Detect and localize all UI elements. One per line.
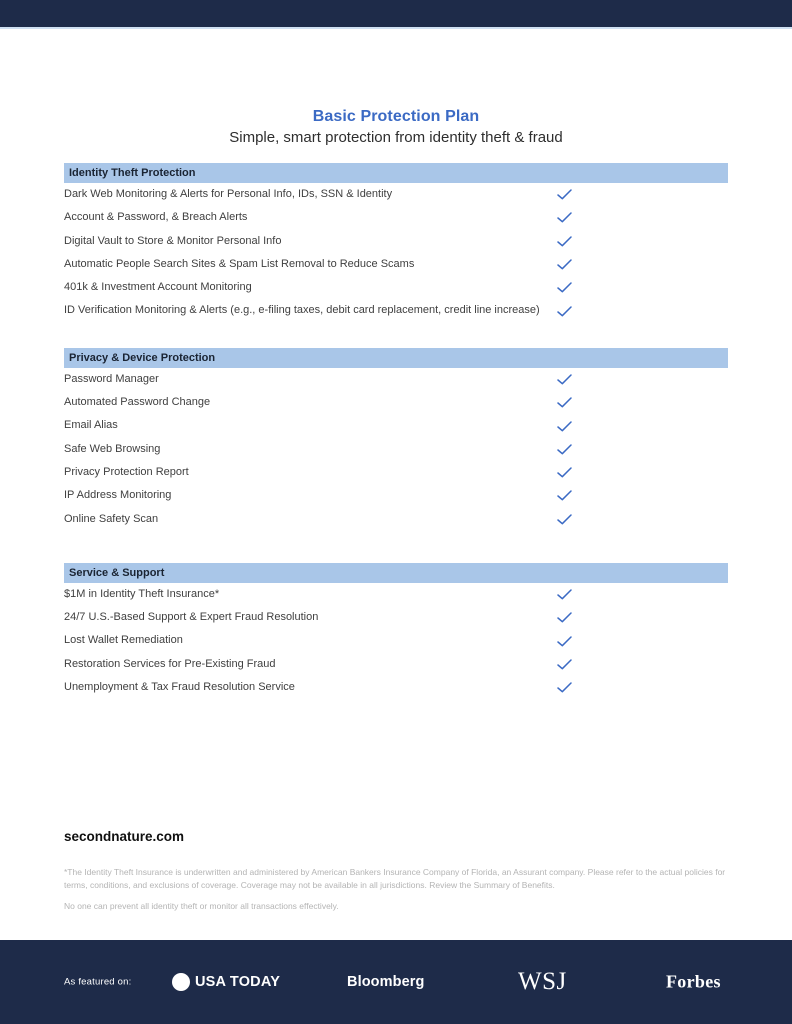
section-rows bbox=[64, 583, 728, 699]
check-icon bbox=[554, 230, 574, 253]
usatoday-circle-icon bbox=[172, 973, 190, 991]
feature-row bbox=[64, 253, 728, 276]
feature-row bbox=[64, 583, 728, 606]
prevention-disclaimer: No one can prevent all identity theft or monitor all transactions effectively. bbox=[64, 901, 339, 912]
check-icon bbox=[554, 368, 574, 391]
feature-row bbox=[64, 230, 728, 253]
check-icon bbox=[554, 676, 574, 699]
feature-label: IP Address Monitoring bbox=[64, 489, 172, 502]
feature-row bbox=[64, 508, 728, 531]
feature-row bbox=[64, 368, 728, 391]
feature-label: Unemployment & Tax Fraud Resolution Service bbox=[64, 681, 295, 694]
page-title: Basic Protection Plan bbox=[312, 108, 480, 125]
top-accent-line bbox=[0, 27, 792, 29]
feature-label: Password Manager bbox=[64, 372, 159, 385]
feature-label: Dark Web Monitoring & Alerts for Personal Info, IDs, SSN & Identity bbox=[64, 188, 393, 200]
feature-row bbox=[64, 276, 728, 299]
section-title: Service & Support bbox=[69, 566, 165, 579]
feature-label: 401k & Investment Account Monitoring bbox=[64, 281, 252, 294]
check-icon bbox=[554, 508, 574, 531]
feature-label: Email Alias bbox=[64, 419, 118, 432]
check-icon bbox=[554, 414, 574, 437]
feature-row bbox=[64, 653, 728, 676]
section-header bbox=[64, 163, 728, 183]
feature-label: Account & Password, & Breach Alerts bbox=[64, 211, 248, 224]
feature-row bbox=[64, 206, 728, 229]
feature-row bbox=[64, 391, 728, 414]
section-rows bbox=[64, 183, 728, 323]
check-icon bbox=[554, 583, 574, 606]
feature-row bbox=[64, 438, 728, 461]
website-link[interactable]: secondnature.com bbox=[64, 829, 185, 845]
feature-label: Automated Password Change bbox=[64, 396, 211, 409]
check-icon bbox=[554, 299, 574, 322]
feature-row bbox=[64, 676, 728, 699]
check-icon bbox=[554, 461, 574, 484]
feature-label: Digital Vault to Store & Monitor Personal Info bbox=[64, 234, 282, 247]
check-icon bbox=[554, 391, 574, 414]
feature-label: Lost Wallet Remediation bbox=[64, 634, 183, 647]
feature-label: Privacy Protection Report bbox=[64, 465, 189, 478]
feature-row bbox=[64, 183, 728, 206]
featured-on-bar bbox=[0, 940, 792, 1024]
section-identity-theft-protection bbox=[64, 163, 728, 323]
feature-label: 24/7 U.S.-Based Support & Expert Fraud Resolution bbox=[64, 611, 319, 624]
check-icon bbox=[554, 484, 574, 507]
check-icon bbox=[554, 438, 574, 461]
section-title: Identity Theft Protection bbox=[69, 167, 196, 179]
section-rows bbox=[64, 368, 728, 531]
check-icon bbox=[554, 206, 574, 229]
usatoday-logo bbox=[172, 973, 280, 991]
check-icon bbox=[554, 253, 574, 276]
plan-table bbox=[64, 163, 728, 913]
feature-row bbox=[64, 299, 728, 322]
check-icon bbox=[554, 606, 574, 629]
feature-label: $1M in Identity Theft Insurance* bbox=[64, 587, 220, 600]
bloomberg-logo: Bloomberg bbox=[347, 974, 425, 990]
feature-label: Online Safety Scan bbox=[64, 512, 159, 525]
check-icon bbox=[554, 653, 574, 676]
feature-row bbox=[64, 629, 728, 652]
section-privacy-device-protection bbox=[64, 348, 728, 531]
section-header bbox=[64, 563, 728, 583]
feature-row bbox=[64, 414, 728, 437]
feature-label: Restoration Services for Pre-Existing Fraud bbox=[64, 657, 276, 670]
feature-label: Automatic People Search Sites & Spam List Removal to Reduce Scams bbox=[64, 257, 415, 270]
feature-row bbox=[64, 484, 728, 507]
forbes-logo: Forbes bbox=[666, 971, 721, 992]
wsj-logo: WSJ bbox=[518, 968, 567, 995]
feature-label: Safe Web Browsing bbox=[64, 442, 161, 455]
section-title: Privacy & Device Protection bbox=[69, 351, 216, 364]
feature-row bbox=[64, 461, 728, 484]
header-block bbox=[0, 108, 792, 146]
insurance-disclaimer: *The Identity Theft Insurance is underwritten and administered by American Bankers Insurance Company of Florida, an Assurant company. Please refer to the actual policies for terms, conditions, and exclusions of coverage. Coverage may not be available in all jurisdictions. Review the Summary of Benefits. bbox=[64, 867, 726, 890]
section-header bbox=[64, 348, 728, 368]
check-icon bbox=[554, 183, 574, 206]
page-subtitle: Simple, smart protection from identity theft & fraud bbox=[229, 129, 563, 146]
feature-row bbox=[64, 606, 728, 629]
check-icon bbox=[554, 276, 574, 299]
feature-label: ID Verification Monitoring & Alerts (e.g., e-filing taxes, debit card replacement, credit line increase) bbox=[64, 304, 540, 317]
usatoday-logo-text: USA TODAY bbox=[195, 974, 281, 990]
featured-on-label: As featured on: bbox=[64, 976, 132, 988]
top-navy-bar bbox=[0, 0, 792, 27]
section-service-support bbox=[64, 563, 728, 699]
check-icon bbox=[554, 629, 574, 652]
